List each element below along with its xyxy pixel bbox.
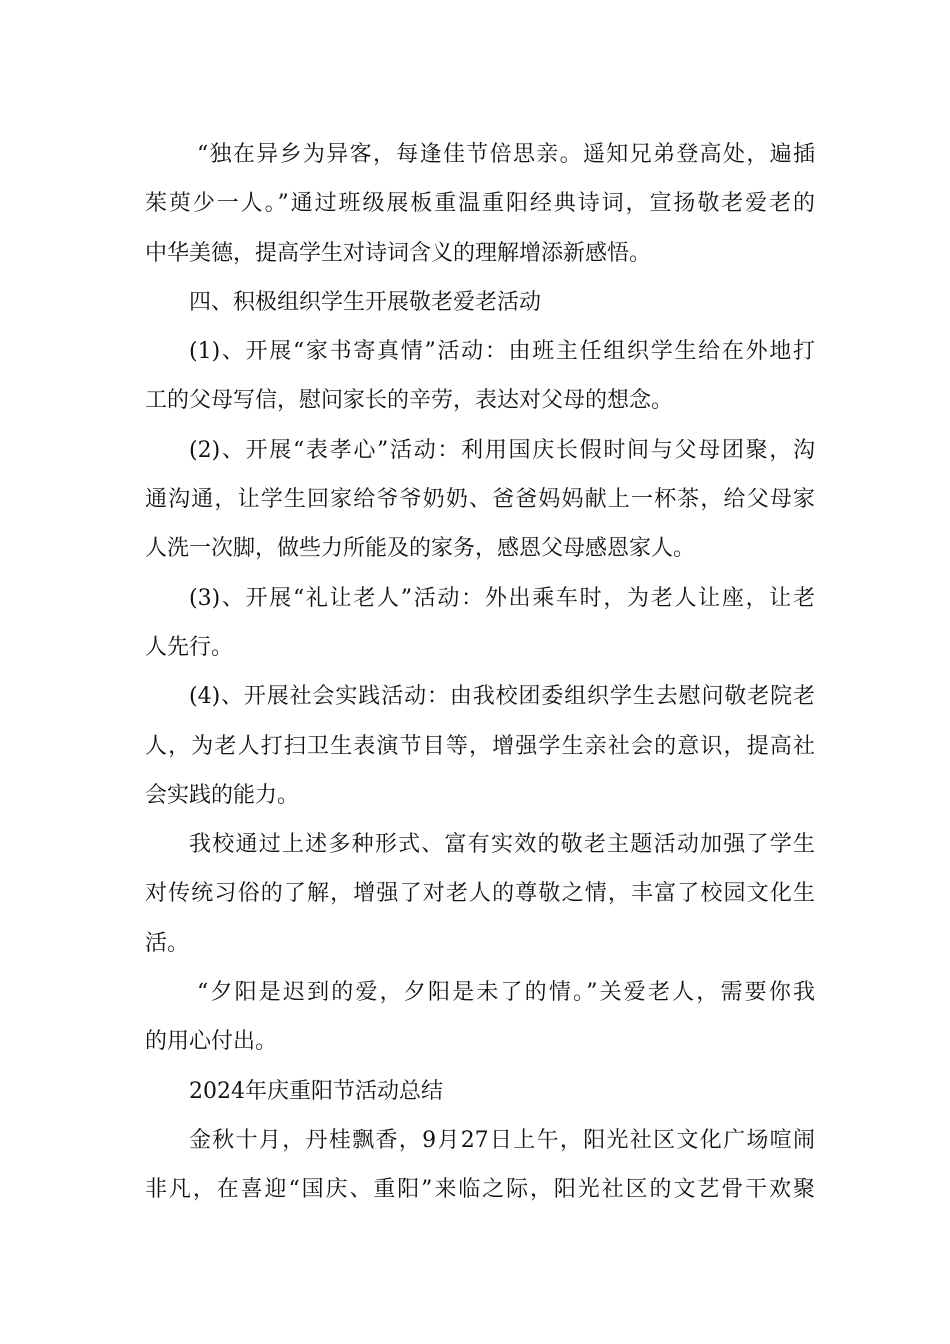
summary-paragraph — [145, 820, 815, 968]
text-line: “独在异乡为异客，每逢佳节倍思亲。遥知兄弟登高处，遍插 — [197, 142, 815, 167]
text-line: 人，为老人打扫卫生表演节目等，增强学生亲社会的意识，提高社 — [145, 733, 815, 759]
text-line: 非凡，在喜迎“国庆、重阳”来临之际，阳光社区的文艺骨干欢聚 — [145, 1177, 815, 1203]
activity-2-paragraph — [145, 426, 815, 574]
text-line: 金秋十月，丹桂飘香，9月27日上午，阳光社区文化广场喧闹 — [189, 1127, 815, 1153]
title-line: 2024年庆重阳节活动总结 — [189, 1078, 443, 1104]
text-line: (3)、开展“礼让老人”活动：外出乘车时，为老人让座，让老 — [189, 585, 815, 611]
activity-4-paragraph — [145, 672, 815, 820]
text-line: 中华美德，提高学生对诗词含义的理解增添新感悟。 — [145, 240, 652, 266]
text-line: (4)、开展社会实践活动：由我校团委组织学生去慰问敬老院老 — [189, 684, 815, 710]
section-four-heading — [145, 278, 815, 327]
opening-paragraph — [145, 1116, 815, 1215]
text-line: “夕阳是迟到的爱，夕阳是未了的情。”关爱老人，需要你我 — [197, 980, 815, 1006]
activity-3-paragraph — [145, 574, 815, 673]
document-body — [145, 130, 815, 1215]
text-line: 通沟通，让学生回家给爷爷奶奶、爸爸妈妈献上一杯茶，给父母家 — [145, 487, 815, 513]
text-line: 人先行。 — [145, 634, 234, 660]
poem-quote-paragraph — [145, 130, 815, 278]
new-section-title — [145, 1067, 815, 1116]
heading-line: 四、积极组织学生开展敬老爱老活动 — [189, 289, 542, 315]
text-line: 茱萸少一人。”通过班级展板重温重阳经典诗词，宣扬敬老爱老的 — [145, 191, 815, 217]
text-line: 工的父母写信，慰问家长的辛劳，表达对父母的想念。 — [145, 388, 674, 414]
text-line: 会实践的能力。 — [145, 782, 300, 808]
text-line: 活。 — [145, 930, 190, 956]
sunset-quote-paragraph — [145, 968, 815, 1067]
activity-1-paragraph — [145, 327, 815, 426]
text-line: (1)、开展“家书寄真情”活动：由班主任组织学生给在外地打 — [189, 339, 815, 365]
text-line: 人洗一次脚，做些力所能及的家务，感恩父母感恩家人。 — [145, 536, 696, 562]
text-line: 我校通过上述多种形式、富有实效的敬老主题活动加强了学生 — [189, 832, 815, 858]
text-line: 对传统习俗的了解，增强了对老人的尊敬之情，丰富了校园文化生 — [145, 881, 815, 907]
text-line: 的用心付出。 — [145, 1029, 278, 1055]
text-line: (2)、开展“表孝心”活动：利用国庆长假时间与父母团聚，沟 — [189, 437, 815, 463]
